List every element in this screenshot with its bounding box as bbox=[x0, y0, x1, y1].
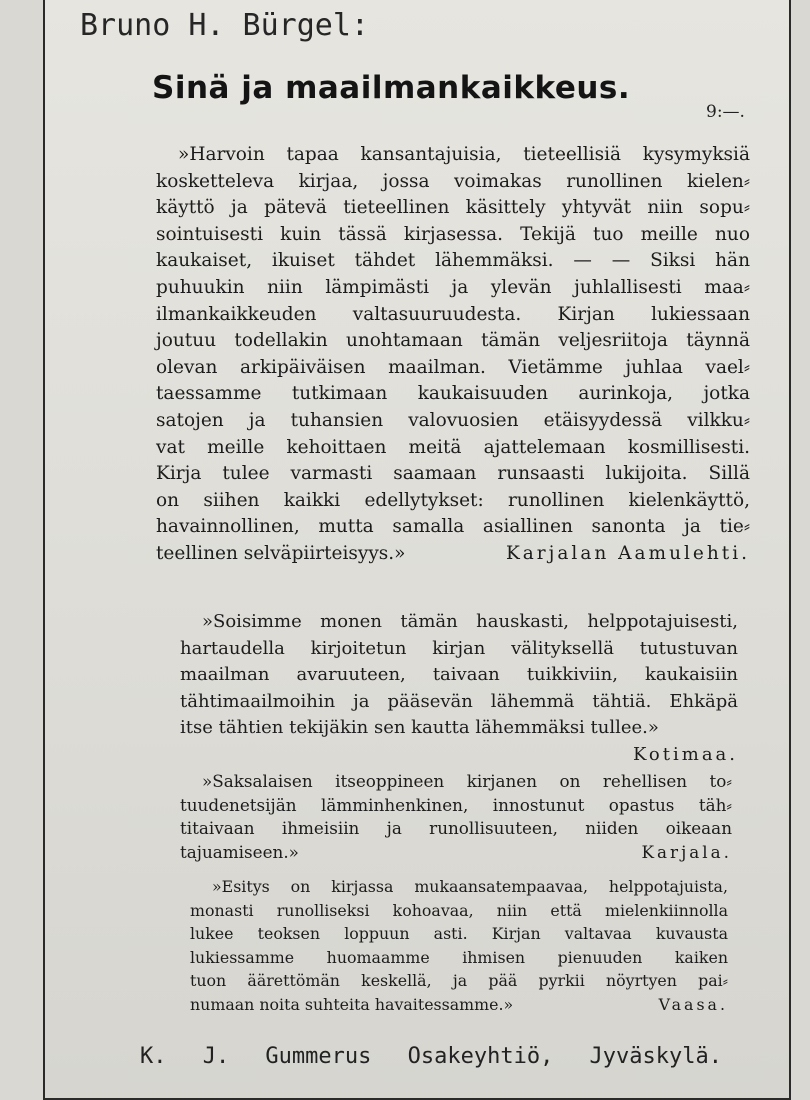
review-line: ilmankaikkeuden valtasuuruudesta. Kirjan lukiessaan bbox=[156, 303, 750, 325]
review-line: taessamme tutkimaan kaukaisuuden aurinkoja, jotka bbox=[156, 383, 750, 405]
review-line: lukee teoksen loppuun asti. Kirjan valtavaa kuvausta bbox=[190, 924, 728, 943]
review-line: »Esitys on kirjassa mukaansatempaavaa, helppotajuista, bbox=[212, 877, 728, 896]
review-source: Kotimaa. bbox=[632, 743, 738, 765]
author-name: Bruno H. Bürgel: bbox=[80, 8, 369, 43]
review-last-line: tajuamiseen.» bbox=[180, 841, 299, 862]
publisher-line: K. J. Gummerus Osakeyhtiö, Jyväskylä. bbox=[140, 1044, 722, 1069]
review-kotimaa bbox=[180, 609, 738, 768]
review-line: kosketteleva kirjaa, jossa voimakas runollinen kielen⸗ bbox=[156, 170, 750, 192]
review-line: satojen ja tuhansien valovuosien etäisyydessä vilkku⸗ bbox=[156, 409, 750, 431]
review-karjalan-aamulehti bbox=[156, 142, 750, 568]
review-line: tähtimaailmoihin ja pääsevän lähemmä tähtiä. Ehkäpä bbox=[180, 690, 738, 712]
book-price: 9:—. bbox=[706, 102, 745, 122]
review-line: lukiessamme huomaamme ihmisen pienuuden kaiken bbox=[190, 947, 728, 967]
book-title: Sinä ja maailmankaikkeus. bbox=[152, 70, 631, 106]
review-line: joutuu todellakin unohtamaan tämän veljesriitoja täynnä bbox=[156, 330, 750, 352]
review-line: »Saksalaisen itseoppineen kirjanen on rehellisen to⸗ bbox=[202, 771, 732, 791]
review-line: kaukaiset, ikuiset tähdet lähemmäksi. — — Siksi hän bbox=[156, 250, 750, 272]
review-last-line: teellinen selväpiirteisyys.» bbox=[156, 542, 406, 564]
review-last-line: numaan noita suhteita havaitessamme.» bbox=[190, 994, 514, 1014]
review-line: »Soisimme monen tämän hauskasti, helppotajuisesti, bbox=[202, 611, 738, 632]
review-line: hartaudella kirjoitetun kirjan välityksellä tutustuvan bbox=[180, 637, 738, 659]
review-line: maailman avaruuteen, taivaan tuikkiviin, kaukaisiin bbox=[180, 664, 738, 686]
review-line: tuon äärettömän keskellä, ja pää pyrkii nöyrtyen pai⸗ bbox=[190, 971, 728, 990]
review-source: Karjala. bbox=[641, 841, 732, 862]
review-line: sointuisesti kuin tässä kirjasessa. Tekijä tuo meille nuo bbox=[156, 223, 750, 245]
review-line: tuudenetsijän lämminhenkinen, innostunut opastus täh⸗ bbox=[180, 794, 732, 815]
review-line: on siihen kaikki edellytykset: runollinen kielenkäyttö, bbox=[156, 489, 750, 511]
review-karjala bbox=[180, 770, 732, 864]
review-line: Kirja tulee varmasti saamaan runsaasti lukijoita. Sillä bbox=[156, 463, 750, 485]
review-line: titaivaan ihmeisiin ja runollisuuteen, niiden oikeaan bbox=[180, 818, 732, 838]
review-line: puhuukin niin lämpimästi ja ylevän juhlallisesti maa⸗ bbox=[156, 276, 750, 298]
review-line: käyttö ja pätevä tieteellinen käsittely yhtyvät niin sopu⸗ bbox=[156, 197, 750, 219]
review-line: »Harvoin tapaa kansantajuisia, tieteellisiä kysymyksiä bbox=[178, 144, 750, 165]
review-last-line: itse tähtien tekijäkin sen kautta lähemmäksi tullee.» bbox=[180, 717, 659, 739]
review-vaasa bbox=[190, 875, 728, 1016]
review-line: monasti runolliseksi kohoavaa, niin että mielenkiinnolla bbox=[190, 900, 728, 920]
review-line: olevan arkipäiväisen maailman. Vietämme juhlaa vael⸗ bbox=[156, 356, 750, 378]
review-source: Karjalan Aamulehti. bbox=[505, 542, 750, 564]
review-line: vat meille kehoittaen meitä ajattelemaan kosmillisesti. bbox=[156, 436, 750, 458]
review-source: Vaasa. bbox=[658, 994, 728, 1014]
review-line: havainnollinen, mutta samalla asiallinen sanonta ja tie⸗ bbox=[156, 516, 750, 538]
